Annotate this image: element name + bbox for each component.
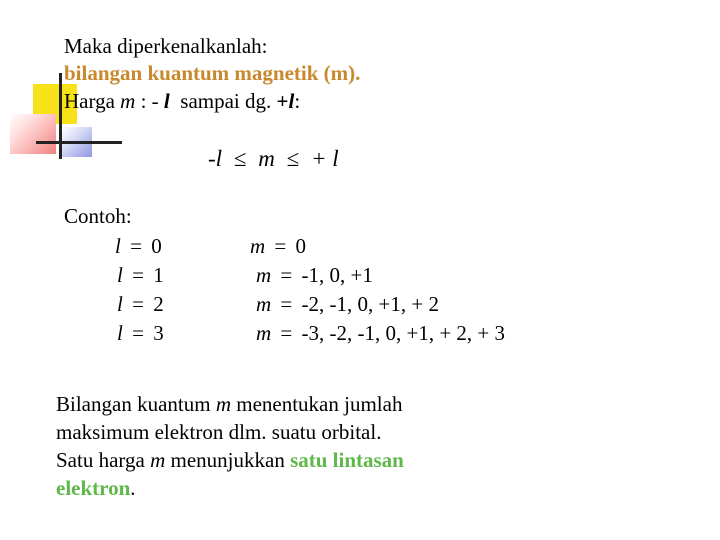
example-m-val: -1, 0, +1: [301, 263, 373, 287]
range-m-symbol: m: [120, 89, 136, 113]
title-quantum-magnetic: bilangan kuantum magnetik (m).: [64, 61, 361, 85]
p1-prefix: Bilangan kuantum: [56, 392, 211, 416]
range-plus: +: [271, 89, 289, 113]
example-l-eq: =: [130, 234, 142, 258]
decor-horizontal-line: [36, 141, 122, 144]
inequality-right: + l: [310, 146, 339, 171]
example-m-var: m: [250, 234, 266, 258]
example-l-var: l: [117, 321, 123, 345]
paragraph-line: maksimum elektron dlm. suatu orbital.: [56, 420, 382, 444]
range-sampai: sampai dg.: [169, 89, 272, 113]
example-l-var: l: [117, 292, 123, 316]
inequality: [208, 146, 339, 172]
p3-mid: menunjukkan: [170, 448, 285, 472]
range-l-symbol: l: [163, 89, 170, 113]
paragraph-line: [56, 446, 506, 474]
example-m-eq: =: [280, 263, 293, 287]
range-statement: [64, 88, 300, 114]
example-m-val: -3, -2, -1, 0, +1, + 2, + 3: [301, 321, 506, 345]
decor-vertical-line: [59, 73, 62, 159]
example-m-var: m: [256, 321, 272, 345]
p4-suffix: .: [130, 476, 136, 500]
example-m-eq: =: [280, 292, 293, 316]
range-prefix: Harga: [64, 89, 115, 113]
example-m-var: m: [256, 263, 272, 287]
example-l-val: 3: [153, 321, 164, 345]
paragraph-line: [56, 390, 506, 418]
example-m-var: m: [256, 292, 272, 316]
range-colon: :: [294, 89, 301, 113]
example-l-val: 1: [153, 263, 164, 287]
explanation-paragraph: [56, 390, 506, 502]
example-m-val: 0: [295, 234, 307, 258]
p3-highlight: satu lintasan: [290, 448, 404, 472]
example-l-eq: =: [132, 321, 144, 345]
p1-m-symbol: m: [215, 392, 231, 416]
p4-highlight: elektron: [56, 476, 131, 500]
inequality-mid: m: [258, 146, 275, 171]
example-l-eq: =: [132, 292, 144, 316]
range-l-symbol-2: l: [288, 89, 295, 113]
p3-m-symbol: m: [150, 448, 166, 472]
inequality-le-1: ≤: [233, 146, 247, 171]
example-m-eq: =: [274, 234, 287, 258]
example-l-var: l: [117, 263, 123, 287]
p1-suffix: menentukan jumlah: [236, 392, 403, 416]
p3-prefix: Satu harga: [56, 448, 145, 472]
range-mid: : -: [135, 89, 159, 113]
paragraph-line: [56, 474, 506, 502]
example-m-val: -2, -1, 0, +1, + 2: [301, 292, 439, 316]
intro-line: Maka diperkenalkanlah:: [64, 34, 268, 58]
example-l-val: 0: [151, 234, 162, 258]
inequality-left: -l: [208, 146, 223, 171]
examples-heading: Contoh:: [64, 204, 132, 228]
example-m-eq: =: [280, 321, 293, 345]
decor-red-square: [10, 114, 56, 154]
example-l-var: l: [115, 234, 121, 258]
example-l-val: 2: [153, 292, 164, 316]
inequality-le-2: ≤: [286, 146, 300, 171]
example-l-eq: =: [132, 263, 144, 287]
